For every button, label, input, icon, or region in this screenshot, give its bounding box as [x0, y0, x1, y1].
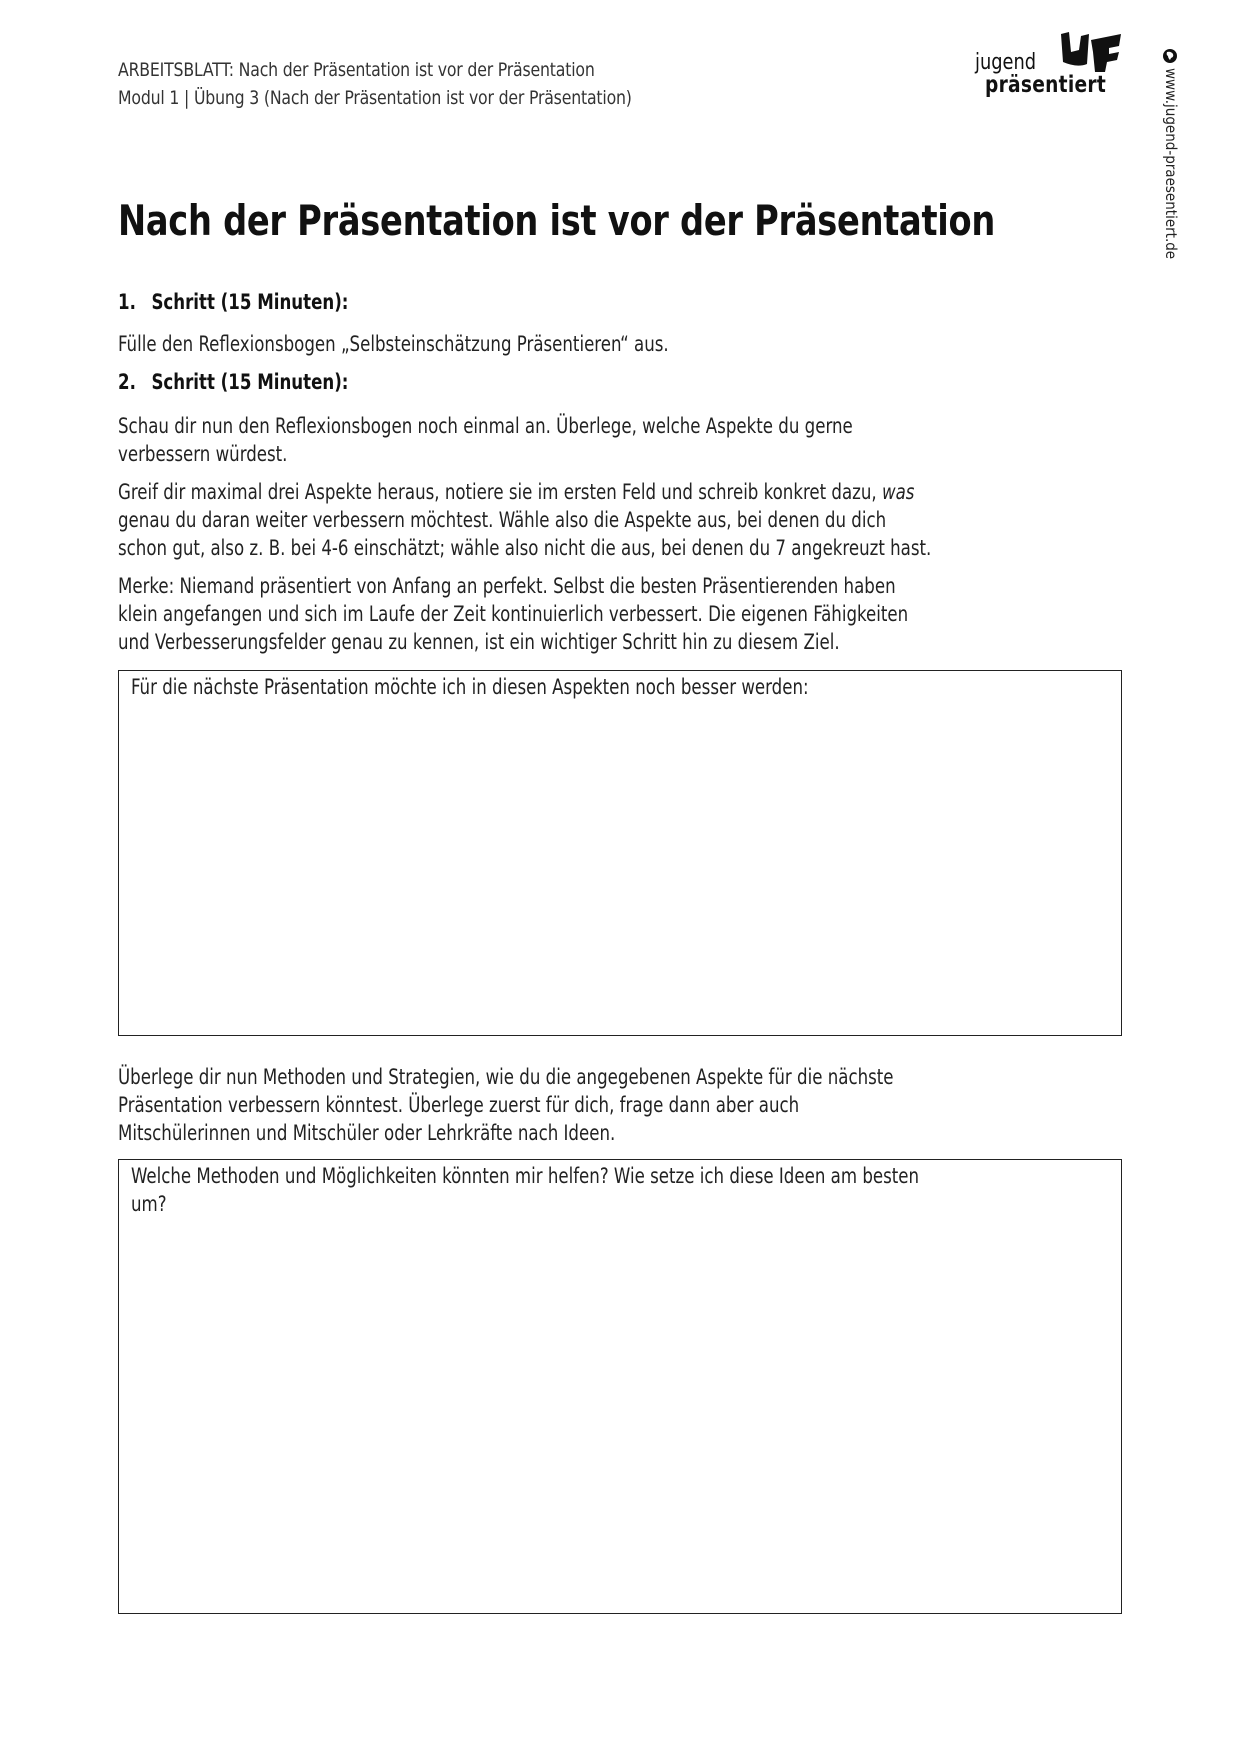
text-line: Präsentation verbessern könntest. Überlege zuerst für dich, frage dann aber auch [118, 1093, 800, 1117]
paragraph-review [118, 412, 853, 468]
website-url[interactable]: www.jugend-praesentiert.de [1162, 68, 1180, 260]
text-line: schon gut, also z. B. bei 4-6 einschätzt; wähle also nicht die aus, bei denen du 7 angekreuzt hast. [118, 536, 932, 560]
paragraph-instructions [118, 478, 931, 562]
text-line: Mitschülerinnen und Mitschüler oder Lehrkräfte nach Ideen. [118, 1121, 616, 1145]
improvement-aspects-box[interactable] [118, 670, 1122, 1036]
website-sidebar [1160, 48, 1184, 278]
logo-word-jugend: jugend [975, 50, 1037, 75]
text-line: Schau dir nun den Reflexionsbogen noch einmal an. Überlege, welche Aspekte du gerne [118, 414, 853, 438]
text-line: Überlege dir nun Methoden und Strategien, wie du die angegebenen Aspekte für die nächste [118, 1065, 894, 1089]
prompt-line: Für die nächste Präsentation möchte ich in diesen Aspekten noch besser werden: [131, 675, 809, 699]
step-label: Schritt (15 Minuten): [151, 370, 349, 394]
globe-icon [1162, 48, 1178, 64]
box-prompt [131, 673, 809, 701]
logo-word-praesentiert: präsentiert [985, 72, 1107, 98]
text-line: genau du daran weiter verbessern möchtest. Wähle also die Aspekte aus, bei denen du dich [118, 508, 887, 532]
prompt-line: um? [131, 1192, 167, 1216]
brand-logo [975, 28, 1125, 108]
text-line: und Verbesserungsfelder genau zu kennen, ist ein wichtiger Schritt hin zu diesem Ziel. [118, 630, 840, 654]
emphasis-was: was [881, 480, 915, 504]
paragraph-note [118, 572, 908, 656]
text-line: Merke: Niemand präsentiert von Anfang an perfekt. Selbst die besten Präsentierenden haben [118, 574, 896, 598]
text-line: Greif dir maximal drei Aspekte heraus, notiere sie im ersten Feld und schreib konkret dazu, was [118, 480, 915, 504]
text-line: verbessern würdest. [118, 442, 288, 466]
box-prompt [131, 1162, 919, 1218]
step-label: Schritt (15 Minuten): [151, 290, 349, 314]
text-line: klein angefangen und sich im Laufe der Zeit kontinuierlich verbessert. Die eigenen Fähigkeiten [118, 602, 909, 626]
paragraph-methods [118, 1063, 894, 1147]
page-title: Nach der Präsentation ist vor der Präsentation [118, 196, 996, 245]
header-line-1: ARBEITSBLATT: Nach der Präsentation ist vor der Präsentation [118, 59, 595, 81]
step-number: 1. [118, 290, 136, 314]
header-line-2: Modul 1 | Übung 3 (Nach der Präsentation ist vor der Präsentation) [118, 87, 632, 109]
step-number: 2. [118, 370, 136, 394]
step-1-heading [118, 290, 348, 314]
prompt-line: Welche Methoden und Möglichkeiten könnten mir helfen? Wie setze ich diese Ideen am besten [131, 1164, 920, 1188]
step-1-text: Fülle den Reflexionsbogen „Selbsteinschätzung Präsentieren“ aus. [118, 332, 669, 356]
improvement-aspects-input[interactable] [127, 741, 1113, 1027]
methods-box[interactable] [118, 1159, 1122, 1614]
jp-brand-mark-icon [1057, 28, 1123, 74]
step-2-heading [118, 370, 348, 394]
methods-input[interactable] [127, 1250, 1113, 1605]
worksheet-header [118, 56, 676, 112]
